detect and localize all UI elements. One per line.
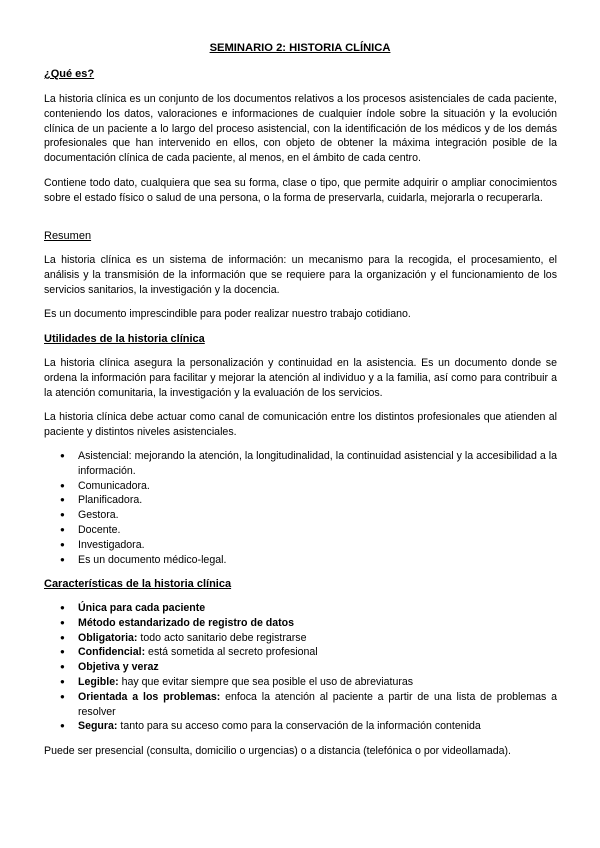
item-text: enfoca la atención al paciente a partir de una lista de problemas a resolver	[78, 690, 557, 718]
utilidades-list	[44, 449, 557, 567]
paragraph-resumen: La historia clínica es un sistema de información: un mecanismo para la recogida, el procesamiento, el análisis y la transmisión de la información que se requiere para la organización y el funcionamiento de los servicios sanitarios, la investigación y la docencia.	[44, 254, 557, 296]
list-item	[44, 601, 557, 616]
item-term: Única para cada paciente	[78, 602, 206, 614]
item-text: hay que evitar siempre que sea posible el uso de abreviaturas	[118, 675, 414, 688]
item-term: Segura:	[78, 720, 118, 733]
list-item	[44, 675, 557, 690]
list-item	[44, 660, 557, 675]
list-item: ● Docente.	[44, 523, 557, 538]
item-term: Legible:	[78, 675, 119, 688]
item-text: tanto para su acceso como para la conservación de la información contenida	[117, 720, 481, 733]
item-text: todo acto sanitario debe registrarse	[137, 631, 307, 644]
list-item	[44, 719, 557, 734]
item-term: Orientada a los problemas:	[78, 690, 221, 703]
paragraph-contenido: Contiene todo dato, cualquiera que sea su forma, clase o tipo, que permite adquirir o ampliar conocimientos sobre el estado físico o salud de una persona, o la forma de preservarla, cuidarla, mejorarla o recuperarla.	[44, 177, 557, 204]
item-term: Método estandarizado de registro de datos	[78, 616, 295, 629]
item-term: Confidencial:	[78, 646, 146, 659]
item-text: está sometida al secreto profesional	[145, 646, 318, 659]
list-item	[44, 631, 557, 646]
list-item: ● Es un documento médico-legal.	[44, 553, 557, 568]
list-item: ● Planificadora.	[44, 493, 557, 508]
paragraph-definicion: La historia clínica es un conjunto de los documentos relativos a los procesos asistenciales de cada paciente, conteniendo los datos, valoraciones e informaciones de cualquier índole sobre la situación y la evolución clínica de un paciente a lo largo del proceso asistencial, con la identificación de los médicos y de los demás profesionales que han intervenido en ellos, con objeto de obtener la máxima integración posible de la documentación clínica de cada paciente, al menos, en el ámbito de cada centro.	[44, 93, 557, 165]
list-item: ● Gestora.	[44, 508, 557, 523]
list-item: ● Investigadora.	[44, 538, 557, 553]
page-title: SEMINARIO 2: HISTORIA CLÍNICA	[209, 42, 391, 54]
list-item	[44, 616, 557, 631]
item-term: Objetiva y veraz	[78, 661, 159, 674]
list-item	[44, 645, 557, 660]
heading-utilidades: Utilidades de la historia clínica	[44, 333, 205, 345]
paragraph-utilidades: La historia clínica asegura la personalización y continuidad en la asistencia. Es un documento donde se ordena la información para facilitar y mejorar la atención al individuo y a la familia, así como para contribuir a la atención comunitaria, la investigación y la evaluación de los servicios.	[44, 357, 557, 399]
item-term: Obligatoria:	[78, 631, 138, 644]
list-item: ● Comunicadora.	[44, 479, 557, 494]
list-item	[44, 690, 557, 720]
heading-resumen: Resumen	[44, 230, 92, 242]
caracteristicas-list	[44, 601, 557, 734]
heading-caracteristicas: Características de la historia clínica	[44, 578, 232, 590]
heading-que-es: ¿Qué es?	[44, 68, 95, 80]
paragraph-modalidad: Puede ser presencial (consulta, domicilio o urgencias) o a distancia (telefónica o por videollamada).	[44, 745, 511, 757]
list-item: ● Asistencial: mejorando la atención, la longitudinalidad, la continuidad asistencial y la accesibilidad a la información.	[44, 449, 557, 479]
paragraph-imprescindible: Es un documento imprescindible para poder realizar nuestro trabajo cotidiano.	[44, 308, 411, 320]
paragraph-canal: La historia clínica debe actuar como canal de comunicación entre los distintos profesionales que atienden al paciente y distintos niveles asistenciales.	[44, 411, 557, 438]
